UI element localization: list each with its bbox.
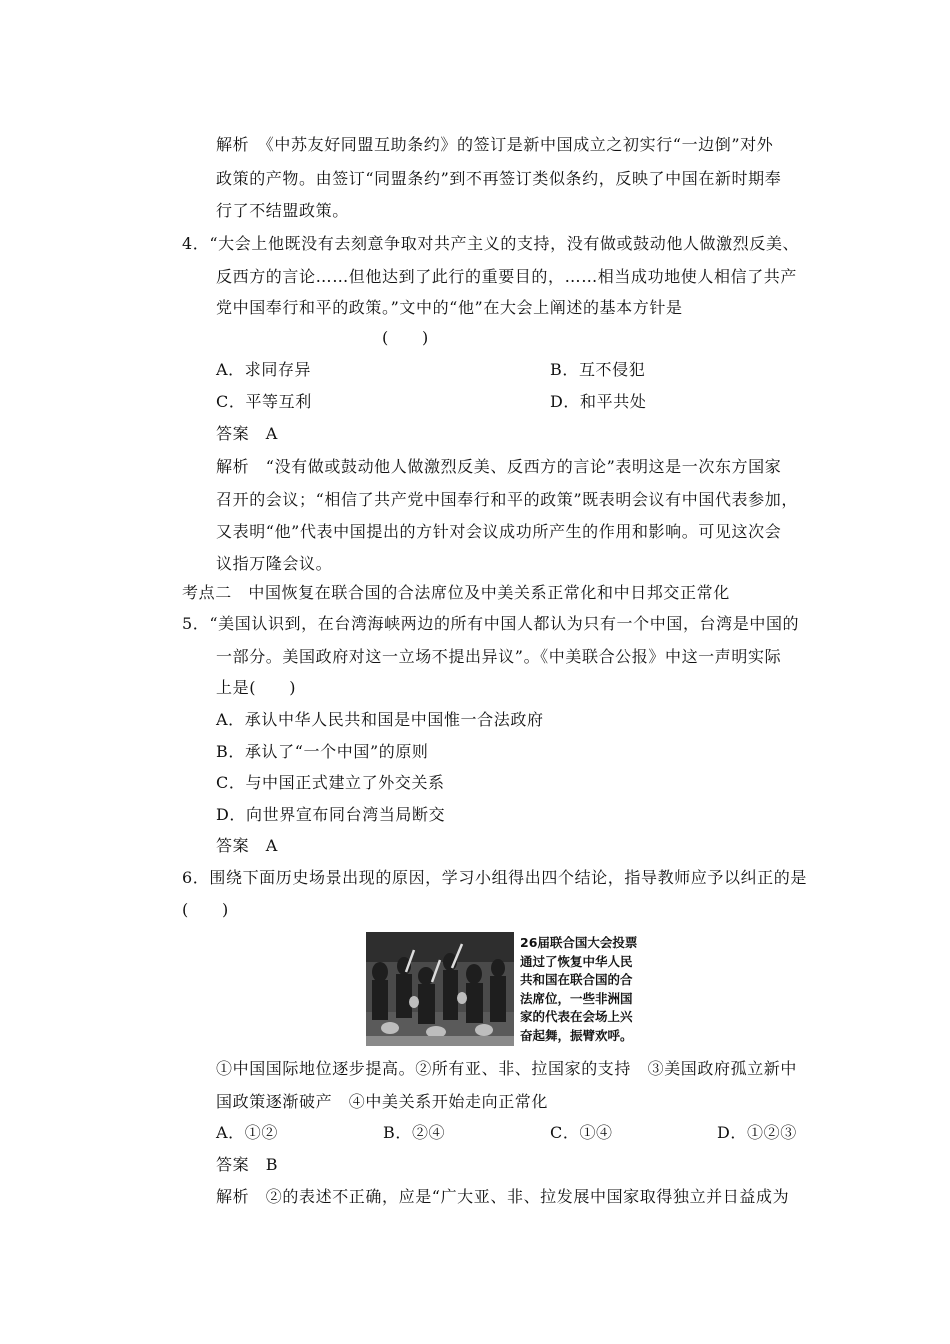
question-5-line-2: 一部分。美国政府对这一立场不提出异议”。《中美联合公报》中这一声明实际 (216, 647, 782, 666)
question-4-analysis-line-4: 议指万隆会议。 (216, 554, 333, 573)
caption-line: 家的代表在会场上兴 (520, 1009, 633, 1024)
historical-figure (366, 932, 668, 1050)
question-4-bracket: ( ) (382, 328, 429, 347)
question-4-line-1: 4．“大会上他既没有去刻意争取对共产主义的支持，没有做或鼓动他人做激烈反美、 (182, 234, 800, 253)
section-heading: 考点二 中国恢复在联合国的合法席位及中美关系正常化和中日邦交正常化 (182, 583, 730, 602)
caption-line: 法席位，一些非洲国 (520, 990, 633, 1006)
un-assembly-photo (366, 932, 514, 1046)
question-4-line-3: 党中国奉行和平的政策。”文中的“他”在大会上阐述的基本方针是 (216, 298, 683, 317)
question-4-analysis-line-2: 召开的会议；“相信了共产党中国奉行和平的政策”既表明会议有中国代表参加， (216, 490, 798, 509)
caption-line: 26届联合国大会投票 (520, 935, 638, 950)
caption-line: 通过了恢复中华人民 (520, 953, 633, 969)
question-4-analysis-line-3: 又表明“他”代表中国提出的方针对会议成功所产生的作用和影响。可见这次会 (216, 522, 782, 541)
question-5-line-3: 上是( ) (216, 678, 297, 697)
question-5-option-c: C．与中国正式建立了外交关系 (216, 773, 445, 792)
question-6-bracket: ( ) (182, 900, 229, 919)
question-6-statements-line-2: 国政策逐渐破产 ④中美关系开始走向正常化 (216, 1092, 549, 1111)
caption-line: 奋起舞，振臂欢呼。 (520, 1027, 633, 1043)
question-5-option-d: D．向世界宣布同台湾当局断交 (216, 805, 446, 824)
question-4-analysis-line-1: 解析 “没有做或鼓动他人做激烈反美、反西方的言论”表明这是一次东方国家 (216, 457, 782, 476)
analysis-3-line-2: 政策的产物。由签订“同盟条约”到不再签订类似条约，反映了中国在新时期奉 (216, 169, 782, 188)
question-6-option-d: D．①②③ (717, 1123, 797, 1142)
question-4-option-b: B．互不侵犯 (550, 360, 646, 379)
analysis-3-line-3: 行了不结盟政策。 (216, 201, 349, 220)
question-5-line-1: 5．“美国认识到，在台湾海峡两边的所有中国人都认为只有一个中国，台湾是中国的 (182, 614, 800, 633)
question-4-answer: 答案 A (216, 424, 278, 443)
caption-line: 共和国在联合国的合 (520, 972, 633, 987)
question-6-option-a: A．①② (216, 1123, 278, 1142)
question-5-option-b: B．承认了“一个中国”的原则 (216, 742, 429, 761)
question-6-option-c: C．①④ (550, 1123, 613, 1142)
question-4-option-d: D．和平共处 (550, 392, 647, 411)
question-5-option-a: A．承认中华人民共和国是中国惟一合法政府 (216, 710, 544, 729)
question-4-option-a: A．求同存异 (216, 360, 312, 379)
figure-caption (520, 934, 668, 1045)
question-6-statements-line-1: ①中国国际地位逐步提高。②所有亚、非、拉国家的支持 ③美国政府孤立新中 (216, 1059, 798, 1078)
question-6-line-1: 6．围绕下面历史场景出现的原因，学习小组得出四个结论，指导教师应予以纠正的是 (182, 868, 807, 887)
question-6-analysis-line-1: 解析 ②的表述不正确，应是“广大亚、非、拉发展中国家取得独立并日益成为 (216, 1187, 790, 1206)
analysis-3-line-1: 解析 《中苏友好同盟互助条约》的签订是新中国成立之初实行“一边倒”对外 (216, 135, 774, 154)
question-6-option-b: B．②④ (383, 1123, 446, 1142)
question-4-line-2: 反西方的言论……但他达到了此行的重要目的，……相当成功地使人相信了共产 (216, 267, 798, 286)
question-5-answer: 答案 A (216, 836, 278, 855)
question-6-answer: 答案 B (216, 1155, 279, 1174)
question-4-option-c: C．平等互利 (216, 392, 312, 411)
